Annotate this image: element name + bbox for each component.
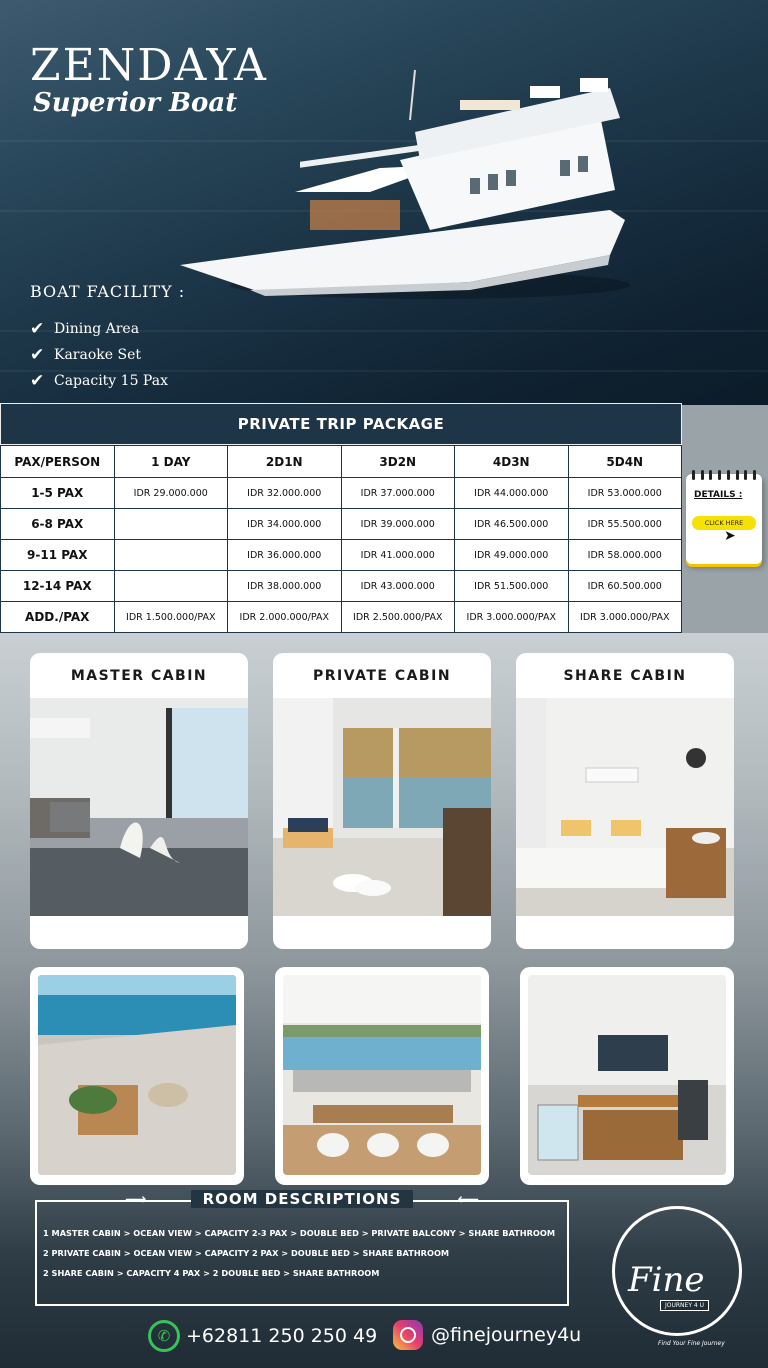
price-cell: IDR 51.500.000 xyxy=(455,571,569,602)
facility-label: Capacity 15 Pax xyxy=(54,373,168,389)
lounge-bar-photo-card xyxy=(520,967,734,1185)
column-header: 5D4N xyxy=(568,446,682,478)
facility-item xyxy=(30,368,168,394)
instagram-icon xyxy=(393,1320,423,1350)
logo-subtitle: JOURNEY 4 U xyxy=(660,1300,709,1311)
price-cell: IDR 41.000.000 xyxy=(341,540,455,571)
table-header-row xyxy=(1,446,682,478)
price-cell: IDR 43.000.000 xyxy=(341,571,455,602)
table-row xyxy=(1,602,682,633)
row-label: 9-11 PAX xyxy=(1,540,115,571)
dining-area-photo-card xyxy=(275,967,489,1185)
row-label: 1-5 PAX xyxy=(1,478,115,509)
facility-item xyxy=(30,342,168,368)
phone-number: +62811 250 250 49 xyxy=(186,1325,378,1347)
price-cell: IDR 36.000.000 xyxy=(228,540,342,571)
price-cell: IDR 53.000.000 xyxy=(568,478,682,509)
pricing-grid xyxy=(0,445,682,633)
price-cell: IDR 37.000.000 xyxy=(341,478,455,509)
facility-label: Karaoke Set xyxy=(54,347,141,363)
price-cell: IDR 2.000.000/PAX xyxy=(228,602,342,633)
table-row xyxy=(1,509,682,540)
sundeck-photo xyxy=(38,975,236,1175)
whatsapp-icon: ✆ xyxy=(148,1320,180,1352)
room-description-line: 2 PRIVATE CABIN > OCEAN VIEW > CAPACITY 2 PAX > DOUBLE BED > SHARE BATHROOM xyxy=(43,1248,450,1258)
dining-area-photo xyxy=(283,975,481,1175)
price-cell: IDR 29.000.000 xyxy=(114,478,228,509)
boat-class: Superior Boat xyxy=(33,88,238,118)
column-header: PAX/PERSON xyxy=(1,446,115,478)
pointer-cursor-icon: ➤ xyxy=(724,528,736,544)
price-cell: IDR 3.000.000/PAX xyxy=(568,602,682,633)
logo-tagline: Find Your Fine Journey xyxy=(658,1340,725,1347)
click-here-button[interactable]: CLICK HERE xyxy=(692,516,756,530)
facility-label: Dining Area xyxy=(54,321,140,337)
price-table xyxy=(0,403,682,633)
private-cabin-photo xyxy=(273,698,491,916)
boat-image xyxy=(170,60,640,300)
boat-name: ZENDAYA xyxy=(30,40,268,91)
price-cell xyxy=(114,540,228,571)
share-cabin-card xyxy=(516,653,734,949)
details-label: DETAILS : xyxy=(694,490,743,500)
lounge-bar-photo xyxy=(528,975,726,1175)
price-cell: IDR 39.000.000 xyxy=(341,509,455,540)
row-label: ADD./PAX xyxy=(1,602,115,633)
whatsapp-contact[interactable] xyxy=(148,1320,377,1352)
cabin-title: MASTER CABIN xyxy=(70,667,208,684)
column-header: 3D2N xyxy=(341,446,455,478)
column-header: 2D1N xyxy=(228,446,342,478)
logo-name: Fine xyxy=(628,1260,705,1300)
price-cell xyxy=(114,509,228,540)
master-cabin-photo xyxy=(30,698,248,916)
arrow-right-icon: ⟶ xyxy=(124,1190,147,1208)
price-cell xyxy=(114,571,228,602)
column-header: 1 DAY xyxy=(114,446,228,478)
price-cell: IDR 32.000.000 xyxy=(228,478,342,509)
cabin-title: SHARE CABIN xyxy=(563,667,687,684)
fine-journey-logo xyxy=(598,1198,758,1358)
room-description-list xyxy=(43,1228,555,1288)
price-cell: IDR 49.000.000 xyxy=(455,540,569,571)
facility-item xyxy=(30,316,168,342)
details-card[interactable] xyxy=(686,474,762,564)
price-cell: IDR 38.000.000 xyxy=(228,571,342,602)
private-cabin-card xyxy=(273,653,491,949)
row-label: 12-14 PAX xyxy=(1,571,115,602)
room-description-line: 2 SHARE CABIN > CAPACITY 4 PAX > 2 DOUBLE BED > SHARE BATHROOM xyxy=(43,1268,380,1278)
check-icon: ✔ xyxy=(30,345,45,365)
table-row xyxy=(1,571,682,602)
arrow-left-icon: ⟵ xyxy=(457,1190,480,1208)
facility-title: BOAT FACILITY : xyxy=(30,282,186,301)
row-label: 6-8 PAX xyxy=(1,509,115,540)
room-descriptions-title: ROOM DESCRIPTIONS xyxy=(191,1190,414,1208)
table-row xyxy=(1,540,682,571)
room-descriptions-box xyxy=(35,1190,569,1306)
instagram-contact[interactable] xyxy=(393,1320,581,1350)
price-cell: IDR 55.500.000 xyxy=(568,509,682,540)
room-description-line: 1 MASTER CABIN > OCEAN VIEW > CAPACITY 2-3 PAX > DOUBLE BED > PRIVATE BALCONY > SHARE BATHROOM xyxy=(43,1228,555,1238)
price-cell: IDR 60.500.000 xyxy=(568,571,682,602)
share-cabin-photo xyxy=(516,698,734,916)
cabin-title: PRIVATE CABIN xyxy=(312,667,452,684)
master-cabin-card xyxy=(30,653,248,949)
price-cell: IDR 2.500.000/PAX xyxy=(341,602,455,633)
column-header: 4D3N xyxy=(455,446,569,478)
price-cell: IDR 3.000.000/PAX xyxy=(455,602,569,633)
room-descriptions-header xyxy=(37,1190,567,1208)
package-title: PRIVATE TRIP PACKAGE xyxy=(0,403,682,445)
table-row xyxy=(1,478,682,509)
check-icon: ✔ xyxy=(30,319,45,339)
hero-banner xyxy=(0,0,768,405)
price-cell: IDR 1.500.000/PAX xyxy=(114,602,228,633)
price-cell: IDR 44.000.000 xyxy=(455,478,569,509)
price-cell: IDR 34.000.000 xyxy=(228,509,342,540)
instagram-handle: @finejourney4u xyxy=(431,1324,582,1346)
price-cell: IDR 46.500.000 xyxy=(455,509,569,540)
facility-list xyxy=(30,316,168,394)
check-icon: ✔ xyxy=(30,371,45,391)
notepad-rings xyxy=(692,470,756,480)
sundeck-photo-card xyxy=(30,967,244,1185)
price-cell: IDR 58.000.000 xyxy=(568,540,682,571)
